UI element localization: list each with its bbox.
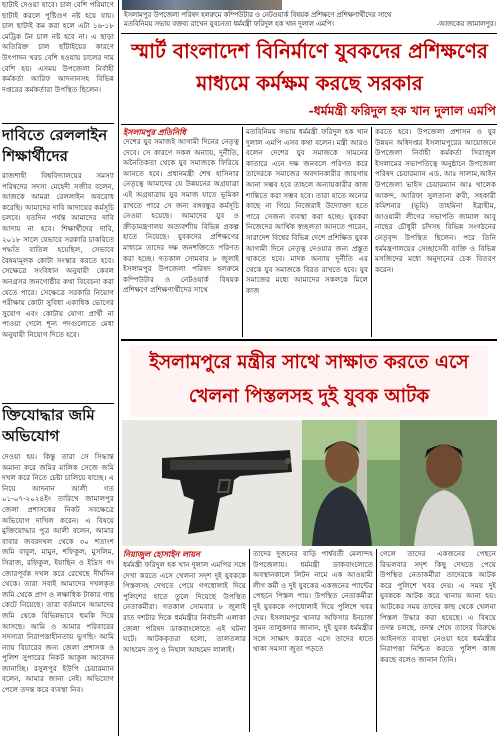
top-strip-rule	[121, 33, 497, 34]
photo-credit: -আজকের জামালপুর।	[436, 20, 496, 28]
story1-byline: ইসলামপুর প্রতিনিধি	[123, 127, 186, 137]
top-strip-photo	[122, 0, 282, 10]
story1-col-sep-1	[242, 127, 243, 337]
story2-col-sep-1	[249, 549, 250, 732]
story1-column-1: দেশের যুব সমাজই আগামী দিনের নেতৃত্ব দেবে। সে কারণে সকল অন্যায়, দুর্নীতি, অনৈতিকতা থেকে যুব সমাজকে ফিরিয়ে আনতে হবে। প্রধানমন্ত্রী শেখ হাসিনার নেতৃত্বে আমাদের যে উন্নয়নের অগ্রযাত্রা এই অগ্রযাত্রায় যুব সমাজ যাতে ভূমিকা রাখতে পারে সে জন্য বঙ্গবন্ধুর কর্মসূচি নেওয়া হয়েছে। আমাদের যুব ও ক্রীড়ামন্ত্রণালয় অত্যবশ্যীয় বিভিন্ন প্রকল্প হাতে নিয়েছে। যুবকদের প্রশিক্ষণের মাধ্যমে তাদের দক্ষ জনশক্তিতে পরিণত করা হচ্ছে। গতকাল সোমবার ৮ জুলাই ইসলামপুর উপজেলা পরিষদ হলরুমে কম্পিউটার ও নেটওয়ার্ক বিষয়ক প্রশিক্ষণে প্রশিক্ষণার্থীদের সাথে	[123, 137, 239, 295]
left-headline-railway: দাবিতে রেললাইন শিক্ষার্থীদের	[2, 126, 108, 165]
story2-column-3: গেলে তাদের একজনের পেছনে রিভলবার সদৃশ কিছু দেখতে পেয়ে উপস্থিত নেতাকর্মীরা তাদেরকে আটক করে পুলিশে খবর দেয়। এ সময় দুই যুবককে আটক করে থানায় আনা হয়। আটকের সময় তাদের কাছ থেকে খেলনা পিস্তল উদ্ধার করা হয়েছে। এ বিষয়ে তদন্ত চলছে, তদন্ত শেষে তাদের বিরুদ্ধে আইনগত ব্যবস্থা নেওয়া হবে ধর্মমন্ত্রীর নিরাপত্তা নিশ্চিত করতে পুলিশ কাজ করছে বলেও জানান তিনি।	[380, 549, 496, 664]
story2-headline-line2: খেলনা পিস্তলসহ দুই যুবক আটক	[188, 386, 430, 407]
story2-byline: নিয়াজুল হোসাইন লায়ন	[123, 549, 200, 559]
left-article-railway: রাজশাহী বিশ্ববিদ্যালয়ের সমস্যা পরিষদের সদস্য মেহেদী সজীব বলেন, আজকে আমরা রেললাইন অবরোধ করেছি। আমাদের দাবি আদায়ের কর্মসূচি চলবে। যতদিন পর্যন্ত আমাদের দাবি আদায় না হবে। শিক্ষার্থীদের দাবি, ২০১৮ সালে যেভাবে সরকারি চাকরিতে পদ্ধতি বাতিল হয়েছিল, সেভাবে বৈষম্যমূলক কোটা সংস্কার করতে হবে। সেক্ষেত্রে সংবিধান অনুযায়ী কেবল অনগ্রসর জনগোষ্ঠীর কথা বিবেচনা করা যেতে পারে। সেক্ষেত্রে সরকারি নিয়োগ পরীক্ষায় কোটা সুবিধা একাধিক ভোগের সুযোগ এবং কোটায় যোগ্য প্রার্থী না পাওয়া গেলে শূন্য পদগুলোতে মেধা অনুযায়ী নিয়োগ দিতে হবে।	[2, 171, 114, 339]
story2-photo	[122, 420, 497, 546]
story1-headline-line1: স্মার্ট বাংলাদেশ বিনির্মাণে যুবকদের প্রশিক্ষণের	[131, 39, 488, 63]
story1-bottom-rule	[121, 339, 497, 341]
toy-pistol-image	[122, 420, 497, 546]
left-divider-2	[2, 403, 114, 404]
left-article-continuation: ছাটাই দেওয়া যাবে। চাল বেশি পরিমাণে ছাটাই করলে পুষ্টিগুণ নষ্ট হয়ে যায়। চাল ছাটাই কম করা হলে এটা ১৬-১৮ মেট্রিক টন চাল নষ্ট হবে না। এ ছাড়া অতিরিক্ত চাল ছাঁটাইয়ের কারণে উৎপাদন খরচ বেশি হওয়ায় চালের দাম বেশি হয়। এসময় উপজেলা নির্বাহী কর্মকর্তা আরিফ আদনানসহ বিভিন্ন দপ্তরের কর্মকর্তারা উপস্থিত ছিলেন।	[2, 0, 114, 94]
left-divider-1	[2, 123, 114, 124]
story1-subhead: -ধর্মমন্ত্রী ফরিদুল হক খান দুলাল এমপি	[308, 103, 496, 118]
story2-headline-box	[130, 345, 488, 417]
story1-headline-line2: মাধ্যমে কর্মক্ষম করছে সরকার	[196, 71, 423, 95]
story1-col-sep-2	[371, 127, 372, 337]
caption-line-1: ইসলামপুর উপজেলা পরিষদ হলরুমে কম্পিউটার ও নেটওয়ার্ক বিষয়ক প্রশিক্ষণে প্রশিক্ষণার্থীদের সাথে	[124, 11, 392, 19]
story1-underline	[121, 124, 497, 125]
top-strip-caption	[124, 11, 496, 31]
story1-column-2: মতবিনিময় সভায় ধর্মমন্ত্রী ফরিদুল হক খান দুলাল এমপি এসব কথা বলেন। মন্ত্রী আরও বলেন দেশের যুব সমাজকে সামনের কাতারে এনে দক্ষ জনবলে পরিণত করে তাদেরকে সমাজের অবদানকারীর জায়গায় আনা সম্ভব হবে তাহলে অন্যায়কারীর কাজ শান্তিতে করা সম্ভব হবে। তারা যাতে অন্যের কাছে না গিয়ে নিজেরাই উদ্যোক্তা হতে পারে সেজন্য ব্যবস্থা করা হচ্ছে। যুবকরা নিজেদের আর্থিক স্বচ্ছলতা আনতে পারেন, সারাদেশ বিশ্বের বিভিন্ন দেশে প্রশিক্ষিত যুবক আগামী দিনে নেতৃত্ব দেওয়ার জন্য প্রস্তুত থাকতে হবে। মাদক অন্যায় দুর্নীতি এর থেকে যুব সমাজকে বিরত রাখতে হবে। যুব সমাজের মধ্যে আমাদের সকলকে মিলে কাজ	[246, 127, 368, 295]
story2-headline-line1: ইসলামপুরে মন্ত্রীর সাথে সাক্ষাত করতে এসে	[149, 352, 469, 373]
story1-column-3: করতে হবে। উপজেলা প্রশাসন ও যুব উন্নয়ন অধিদপ্তর ইসলামপুরের আয়োজনে উপজেলা নির্বাহী কর্মকর্তা সিরাজুল ইসলামের সভাপতিত্বে অনুষ্ঠানে উপজেলা পরিষদ চেয়ারম্যান এড. আঃ সালাম,আইন উপজেলা ভাইস চেয়ারম্যান আঃ খালেক আকন্দ, আরিফা সুলতানা রুবী, সহকারী কমিশনার (ভূমি) তাহমিনা ইব্রাহীম, আওয়ামী লীগের সভাপতি জামাল আবু নাছের চৌধুরী চাঁদসহ বিভিন্ন সংগঠনের নেতৃবৃন্দ উপস্থিত ছিলেন। পরে তিনি ধর্মমন্ত্রণালয়ের সেচ্ছাসেবী ব্যক্তি ও বিভিন্ন মসজিদের মধ্যে অনুদানের চেক বিতরণ করেন।	[375, 127, 496, 274]
left-headline-freedom-fighter: ক্তিযোদ্ধার জমি অভিযোগ	[2, 406, 95, 445]
column-separator	[118, 0, 119, 736]
story2-col-sep-2	[376, 549, 377, 732]
story2-column-1: ধর্মমন্ত্রী ফরিদুল হক খান দুলাল এমপির সঙ্গে দেখা করতে এসে খেলনা সদৃশ দুই যুবককে পিস্তলসহ দেখতে পেয়ে গণধোলাই দিয়ে পুলিশের হাতে তুলে দিয়েছে উপস্থিত নেতাকর্মীরা। গতকাল সোমবার ৮ জুলাই রাত দশটার দিকে ধর্মমন্ত্রীর নির্বাচনী এলাকা জেলা পরিষদ ডাকবাংলোতে এই ঘটনা ঘটে। আটককৃতরা হলো, তালতলার আহমেদ তপু ও নিহাল আহমেদ লালাই।	[123, 560, 246, 654]
story2-column-2: তাদের দুজনের বাড়ি পার্শ্ববর্তী মেলান্দহ উপজেলায়। ধর্মমন্ত্রী ডাকবাংলোতে অবস্থানকালে লিটন নামে এক আওয়ামী লীগ কর্মী ও দুই যুবকের একজনের প্যান্টের পেছনে পিস্তল পায়। উপস্থিত নেতাকর্মীরা দুই যুবককে গণধোলাই দিয়ে পুলিশে খবর দেয়। ইসলামপুর থানার অফিসার ইনচার্জ সুমন তালুকদার জানান, দুই যুবক ধর্মমন্ত্রীর সঙ্গে সাক্ষাৎ করতে এসে তাদের হাতে থাকা সমস্যা জুতা পড়তে	[253, 549, 373, 654]
left-article-land: দেওয়া হয়। কিন্তু তারা সে সিদ্ধান্ত অমান্য করে জমির মালিক সেজে জমি দখল করে নিতে চেষ্টা চালিয়ে যাচ্ছে। এ নিয়ে আদনান আলী গত ০১-০৭-২০২৪ইং তারিখে জামালপুর জেলা প্রশাসকের নিকট সবক্ষেত্রে অভিযোগ দাখিল করেন। এ বিষয়ে মুক্তিযোদ্ধার পুত্র আলী বলেন, আমার বাবার জবরদখল থেকে ৩০ শতাংশ জমি বাবুল, মামুন, শফিকুল, মুসলিম, সিরাজ, রফিকুল, ইয়াছিন ও ইদ্রিস গং জোরপূর্বক দখল করে রেখেছে দীর্ঘদিন থেকে। তারা সবাই আমাদের দখলকৃত জমি থেকে প্রাণ ও লক্ষাধিক টাকার গাছ কেটে নিয়েছে। তারা বর্তমানে আমাদের জমি থেকে বিভিন্নভাবে হুমকি দিয়ে আসছে। আমি ও আমার পরিবারের সদস্যরা নিরাপত্তাহীনতায় ভুগছি। আমি ন্যায় বিচারের জন্য জেলা প্রশাসক ও পুলিশ সুপারের নিকট আকুল আবেদন জানাচ্ছি। রসুলপুর ইউপি চেয়ারম্যান বলেন, আমার জানা নেই। অভিযোগ পেলে তদন্ত করে ব্যবস্থা নিব।	[2, 452, 114, 695]
caption-line-2: মতবিনিময় সভায় বক্তব্য রাখেন যুবনেতা ধর্মমন্ত্রী ফরিদুল হক খান দুলাল এমপি।	[124, 20, 334, 28]
